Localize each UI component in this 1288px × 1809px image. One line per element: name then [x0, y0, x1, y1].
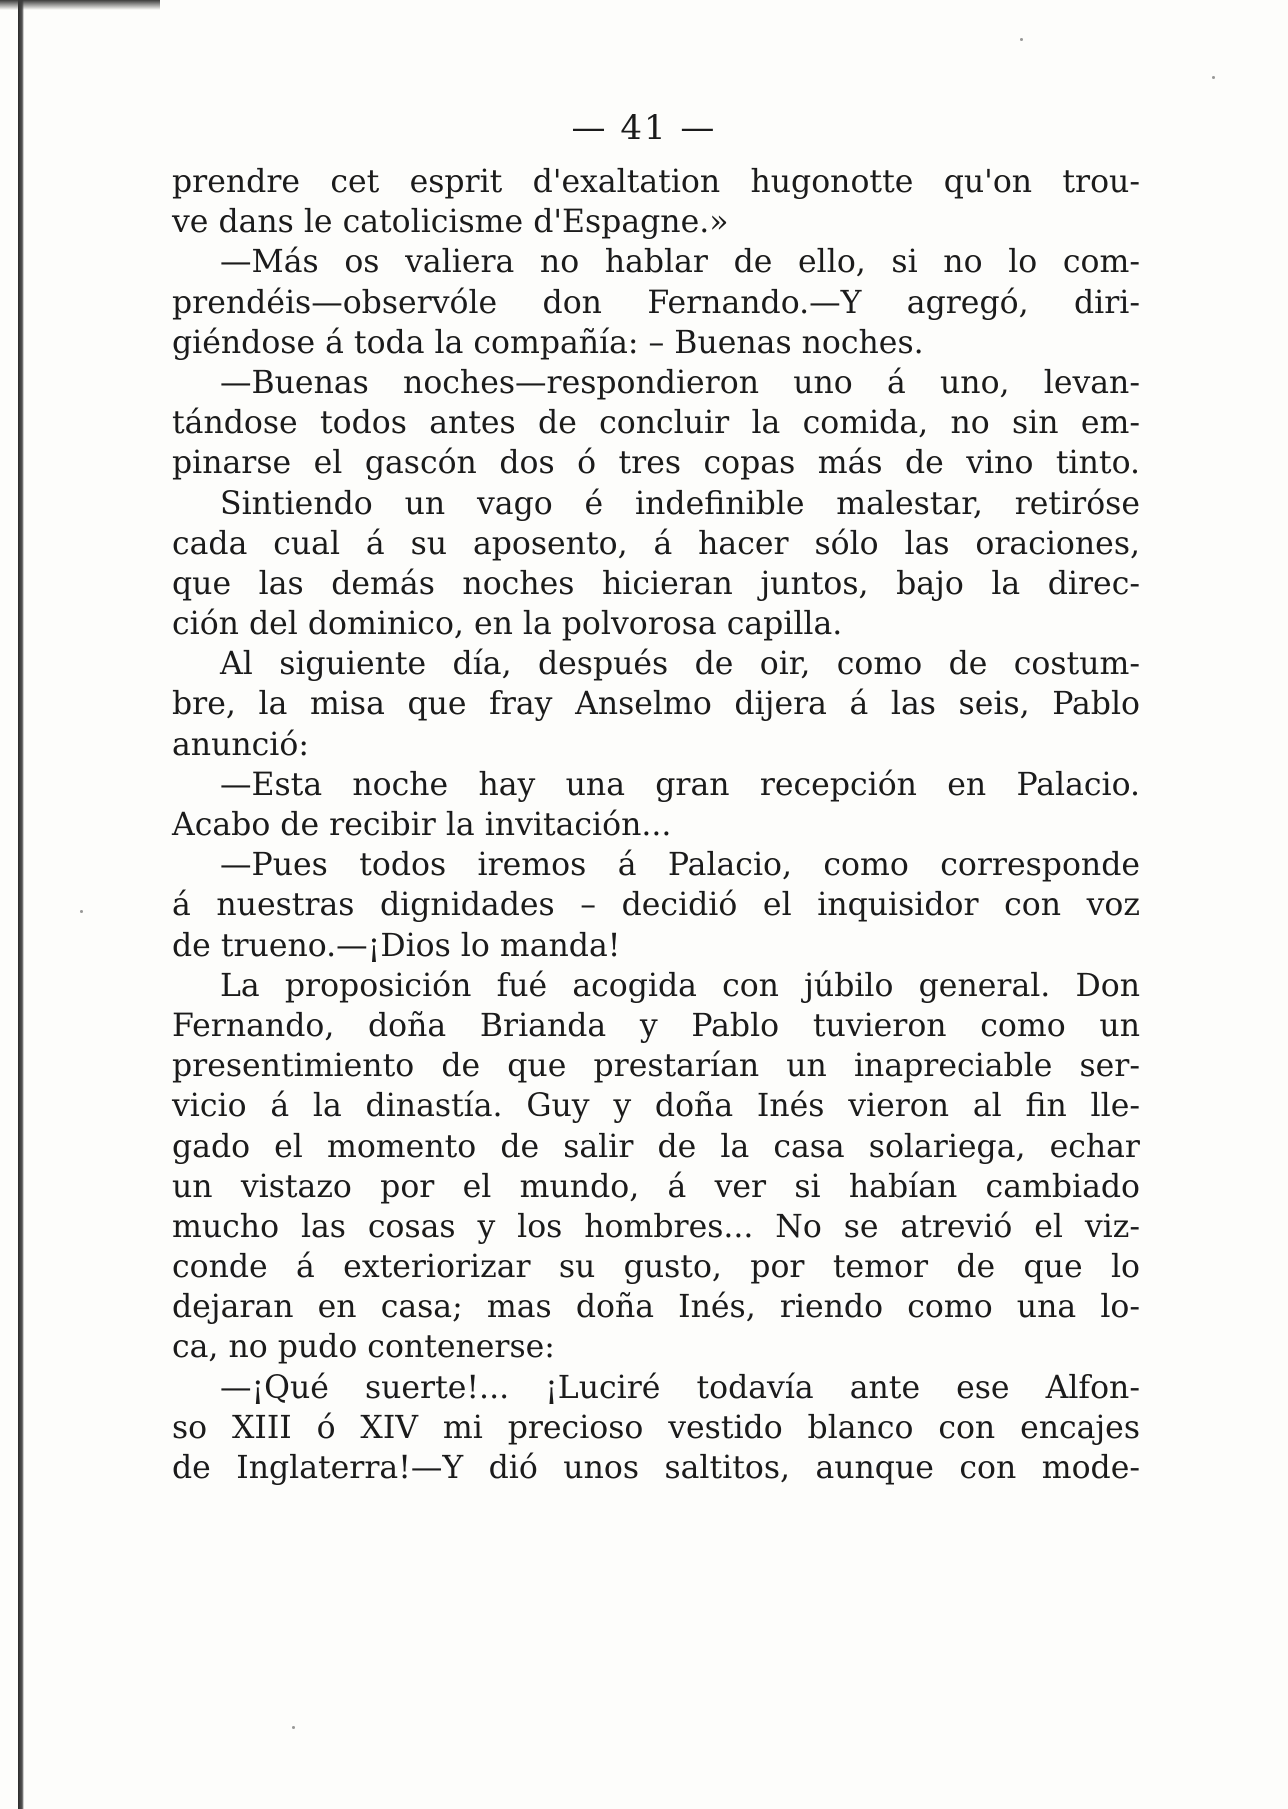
- text-line: giéndose á toda la compañía: – Buenas noches.: [172, 324, 924, 361]
- scan-speck: [292, 1726, 295, 1729]
- text-line: mucho las cosas y los hombres... No se atrevió el viz-: [172, 1208, 1140, 1245]
- page-number: — 41 —: [571, 108, 717, 148]
- text-line: á nuestras dignidades – decidió el inquisidor con voz: [172, 887, 1140, 924]
- text-line: cada cual á su aposento, á hacer sólo las oraciones,: [172, 525, 1140, 562]
- text-line: vicio á la dinastía. Guy y doña Inés vieron al fin lle-: [172, 1088, 1140, 1125]
- text-line: prendre cet esprit d'exaltation hugonotte qu'on trou-: [172, 164, 1140, 200]
- text-line: gado el momento de salir de la casa solariega, echar: [172, 1128, 1140, 1165]
- text-line: —Pues todos iremos á Palacio, como corresponde: [220, 847, 1140, 884]
- text-line: de trueno.—¡Dios lo manda!: [172, 927, 621, 964]
- text-line: ca, no pudo contenerse:: [172, 1329, 555, 1366]
- body-text: [172, 162, 1140, 1488]
- text-line: —Esta noche hay una gran recepción en Palacio.: [220, 766, 1140, 803]
- text-line: so XIII ó XIV mi precioso vestido blanco con encajes: [172, 1409, 1140, 1446]
- text-line: Fernando, doña Brianda y Pablo tuvieron como un: [172, 1007, 1140, 1044]
- text-line: —Más os valiera no hablar de ello, si no lo com-: [220, 244, 1140, 281]
- text-line: ción del dominico, en la polvorosa capilla.: [172, 606, 843, 643]
- text-line: dejaran en casa; mas doña Inés, riendo como una lo-: [172, 1289, 1140, 1326]
- text-line: prendéis—observóle don Fernando.—Y agregó, diri-: [172, 284, 1140, 321]
- text-line: —¡Qué suerte!... ¡Luciré todavía ante ese Alfon-: [220, 1369, 1140, 1406]
- page-corner-shadow: [0, 0, 160, 10]
- text-line: Al siguiente día, después de oir, como de costum-: [220, 646, 1140, 683]
- text-line: de Inglaterra!—Y dió unos saltitos, aunque con mode-: [172, 1450, 1140, 1486]
- text-line: Sintiendo un vago é indefinible malestar, retiróse: [220, 485, 1140, 522]
- text-line: ve dans le catolicisme d'Espagne.»: [172, 204, 729, 241]
- text-line: presentimiento de que prestarían un inapreciable ser-: [172, 1048, 1140, 1085]
- page-edge-shadow: [18, 0, 24, 1809]
- scan-speck: [80, 910, 83, 913]
- text-line: que las demás noches hicieran juntos, bajo la direc-: [172, 565, 1140, 602]
- text-line: anunció:: [172, 726, 309, 763]
- text-line: conde á exteriorizar su gusto, por temor de que lo: [172, 1249, 1140, 1286]
- text-line: un vistazo por el mundo, á ver si habían cambiado: [172, 1168, 1140, 1205]
- text-line: pinarse el gascón dos ó tres copas más de vino tinto.: [172, 445, 1140, 482]
- text-line: La proposición fué acogida con júbilo general. Don: [220, 967, 1140, 1004]
- text-line: Acabo de recibir la invitación...: [172, 807, 672, 843]
- text-line: tándose todos antes de concluir la comida, no sin em-: [172, 405, 1140, 442]
- text-line: —Buenas noches—respondieron uno á uno, levan-: [220, 364, 1140, 401]
- scan-speck: [1212, 76, 1215, 79]
- scan-speck: [1020, 38, 1023, 41]
- text-line: bre, la misa que fray Anselmo dijera á las seis, Pablo: [172, 686, 1140, 723]
